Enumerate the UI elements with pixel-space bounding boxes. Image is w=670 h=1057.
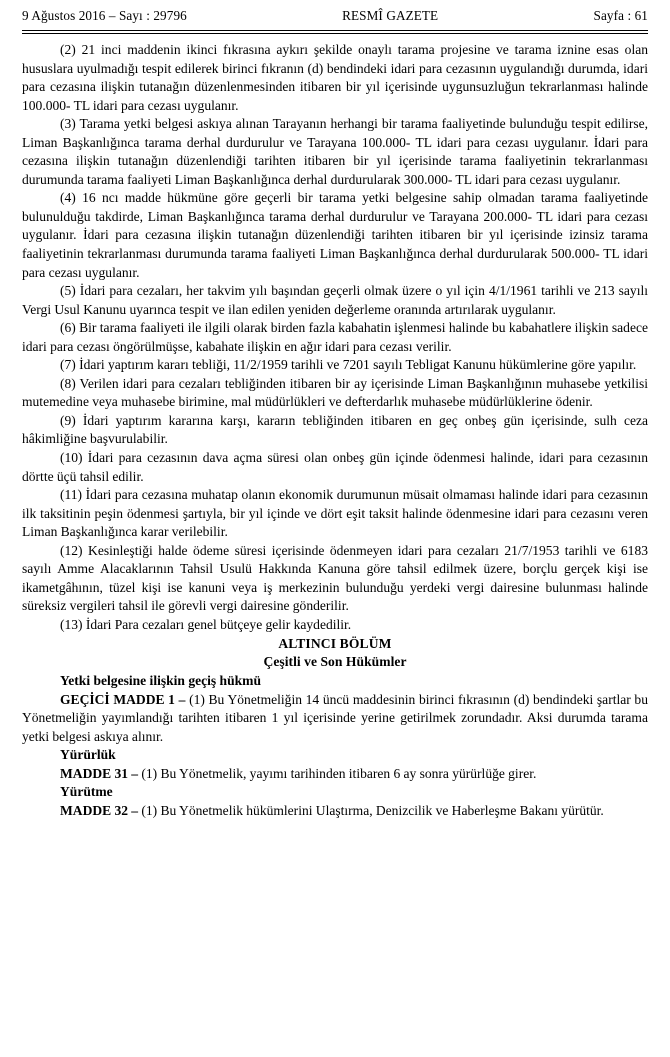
article-heading-gecici-madde-1: Yetki belgesine ilişkin geçiş hükmü (60, 673, 261, 689)
paragraph-5: (5) İdari para cezaları, her takvim yılı başından geçerli olmak üzere o yıl için 4/1/1961 tarihli ve 213 sayılı Vergi Usul Kanunu uyarınca tespit ve ilan edilen yeniden değerleme oranında artırılarak uygulanır. (22, 283, 648, 317)
paragraph-9: (9) İdari yaptırım kararına karşı, kararın tebliğinden itibaren en geç onbeş gün içerisinde, sulh ceza hâkimliğine başvurulabilir. (22, 412, 648, 447)
paragraph-3: (3) Tarama yetki belgesi askıya alınan Tarayanın herhangi bir tarama faaliyetinde bulunduğu tespit edilirse, Liman Başkanlığınca tarama derhal durdurulur ve Tarayana 100.000- TL idari para cezası uygulanır. İdari para cezasına ilişkin tutanağın düzenlendiği tarihten itibaren bir yıl içerisinde tarama faaliyetinin tekrarlanması durumunda tarama faaliyeti Liman Başkanlığınca derhal durdurularak 300.000- TL idari para cezası uygulanır. (22, 116, 648, 187)
article-madde-32 (22, 802, 648, 821)
article-madde-31 (22, 765, 648, 784)
paragraph-12: (12) Kesinleştiği halde ödeme süresi içerisinde ödenmeyen idari para cezaları 21/7/1953 tarihli ve 6183 sayılı Amme Alacaklarının Tahsil Usulü Hakkında Kanuna göre tahsil edilmek üzere, borçlu gerçek kişi ise ikametgâhının, tüzel kişi ise kanuni veya iş merkezinin bulunduğu yerdeki vergi dairesine bulunması halinde süreksiz vergileri tahsil ile görevli vergi dairesine gönderilir. (22, 542, 648, 614)
page-header (22, 8, 648, 28)
paragraph-6: (6) Bir tarama faaliyeti ile ilgili olarak birden fazla kabahatin işlenmesi halinde bu kabahatlere ilişkin sadece idari para cezası öngörülmüşse, kabahate ilişkin en ağır idari para cezası verilir. (22, 320, 648, 354)
article-text-madde-32: (1) Bu Yönetmelik hükümlerini Ulaştırma, Denizcilik ve Haberleşme Bakanı yürütür. (141, 802, 604, 818)
paragraph-7: (7) İdari yaptırım kararı tebliği, 11/2/1959 tarihli ve 7201 sayılı Tebligat Kanunu hükümlerine göre yapılır. (60, 357, 637, 373)
body-column (22, 41, 648, 820)
chapter-subtitle: Çeşitli ve Son Hükümler (263, 654, 407, 670)
article-gecici-madde-1 (22, 691, 648, 747)
paragraph-10: (10) İdari para cezasının dava açma süresi olan onbeş gün içinde ödenmesi halinde, idari para cezasının dörtte üçü tahsil edilir. (22, 450, 648, 484)
header-page-number: Sayfa : 61 (593, 8, 648, 23)
chapter-title: ALTINCI BÖLÜM (278, 635, 392, 651)
paragraph-8: (8) Verilen idari para cezaları tebliğinden itibaren bir ay içerisinde Liman Başkanlığının muhasebe yetkilisi mutemedine veya muhasebe birimine, mal müdürlükleri ve defterdarlık muhasebe müdürlüklerine ödenir. (22, 375, 648, 410)
paragraph-2: (2) 21 inci maddenin ikinci fıkrasına aykırı şekilde onaylı tarama projesine ve tarama iznine esas olan hususlara uyulmadığı tespit edilerek birinci fıkranın (d) bendindeki idari para cezasının uygulandığı durumda, idari para cezasına ilişkin tutanağın düzenlenmesinden itibaren bir yıl içerisinde uygunsuzluğun tekrarlanması halinde 100.000- TL idari para cezası uygulanır. (22, 42, 648, 113)
paragraph-11: (11) İdari para cezasına muhatap olanın ekonomik durumunun müsait olmaması halinde idari para cezasının ilk taksitinin peşin ödenmesi şartıyla, bir yıl içinde ve dört eşit taksit halinde ödenmesine idari para cezasını veren Liman Başkanlığınca karar verilebilir. (22, 487, 648, 540)
article-label-madde-31: MADDE 31 – (60, 765, 142, 781)
article-label-gecici-madde-1: GEÇİCİ MADDE 1 – (60, 691, 190, 707)
article-heading-yurutme: Yürütme (60, 784, 113, 800)
header-divider-rule (22, 30, 648, 34)
paragraph-4: (4) 16 ncı madde hükmüne göre geçerli bir tarama yetki belgesine sahip olmadan tarama faaliyetinde bulunulduğu takdirde, Liman Başkanlığınca tarama derhal durdurulur ve Tarayana 200.000- TL idari para cezası uygulanır. İdari para cezasına ilişkin tutanağın düzenlendiği tarihten itibaren bir yıl içerisinde izinsiz tarama faaliyetinin tekrarlanması durumunda tarama faaliyeti Liman Başkanlığınca derhal durdurularak 500.000- TL idari para cezası uygulanır. (22, 190, 648, 280)
article-label-madde-32: MADDE 32 – (60, 802, 142, 818)
paragraph-13: (13) İdari Para cezaları genel bütçeye gelir kaydedilir. (60, 616, 352, 632)
article-heading-yururluk: Yürürlük (60, 747, 116, 763)
article-text-gecici-madde-1: (1) Bu Yönetmeliğin 14 üncü maddesinin birinci fıkrasının (d) bendindeki şartlar bu Yönetmeliğin yayımlandığı tarihten itibaren 1 yıl içerisinde yerine getirilmek zorundadır. Aksi durumda tarama yetki belgesi askıya alınır. (22, 691, 648, 744)
header-issue-date: 9 Ağustos 2016 – Sayı : 29796 (22, 8, 187, 23)
article-text-madde-31: (1) Bu Yönetmelik, yayımı tarihinden itibaren 6 ay sonra yürürlüğe girer. (141, 765, 537, 781)
header-title: RESMÎ GAZETE (342, 8, 439, 23)
